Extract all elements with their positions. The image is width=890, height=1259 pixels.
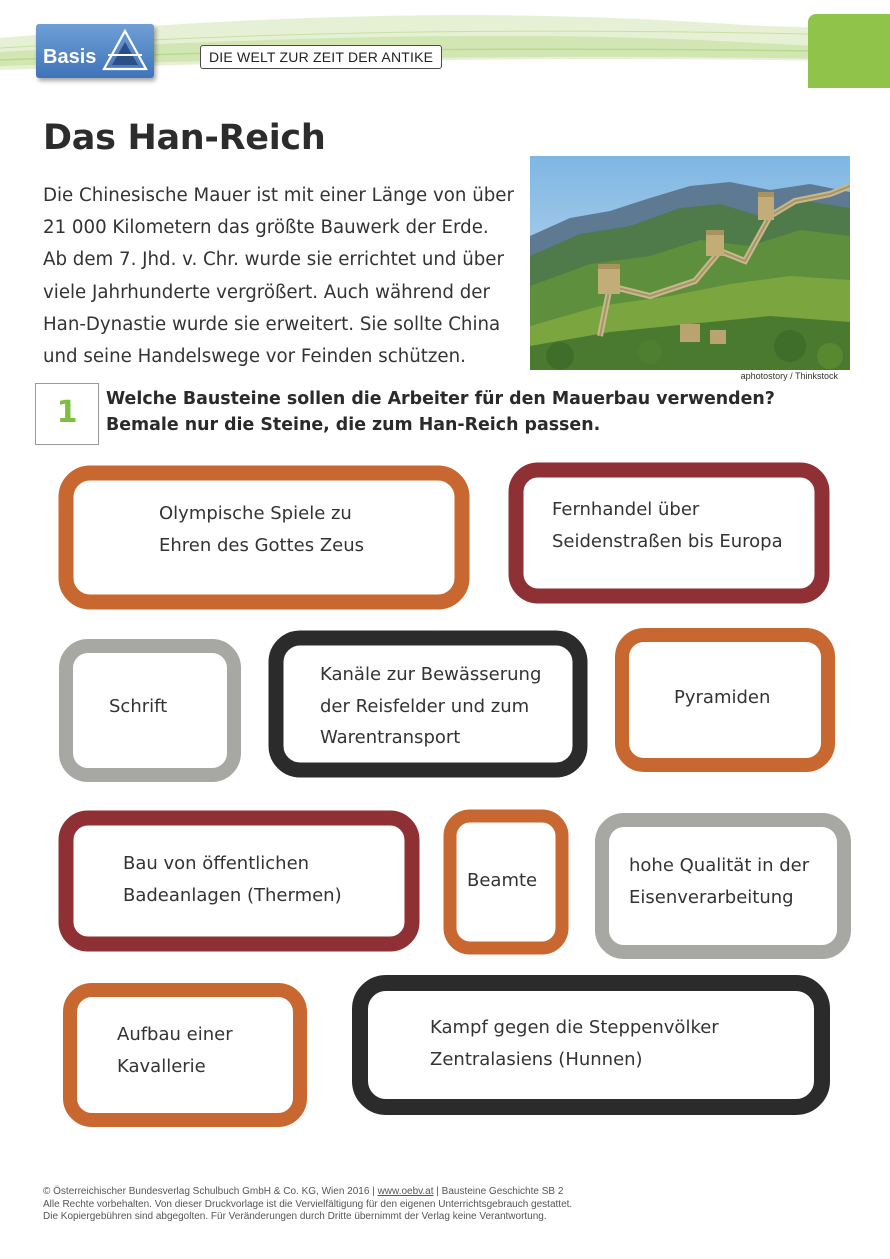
intro-line: und seine Handelswege vor Feinden schützen. [43, 346, 466, 368]
intro-line: 21 000 Kilometern das größte Bauwerk der Erde. [43, 217, 489, 239]
copyright-footer [43, 1186, 572, 1224]
brick-steppe-peoples[interactable] [352, 975, 830, 1115]
intro-line: Ab dem 7. Jhd. v. Chr. wurde sie errichtet und über [43, 249, 504, 271]
brick-label-line: Badeanlagen (Thermen) [123, 884, 342, 906]
brick-label-line: Ehren des Gottes Zeus [159, 534, 365, 556]
brick-iron-processing[interactable] [594, 812, 852, 960]
footer-book-title: | Bausteine Geschichte SB 2 [433, 1186, 564, 1197]
task-number-badge: 1 [35, 383, 99, 445]
brick-officials[interactable] [442, 808, 570, 956]
footer-line-2: Alle Rechte vorbehalten. Von dieser Druckvorlage ist die Vervielfältigung für den eigenen Unterrichtsgebrauch gestattet. [43, 1198, 573, 1210]
footer-publisher: © Österreichischer Bundesverlag Schulbuch GmbH & Co. KG, Wien 2016 | [43, 1186, 378, 1197]
triangle-logo-icon [102, 28, 148, 72]
brick-writing[interactable] [58, 638, 242, 783]
brick-label-line: Zentralasiens (Hunnen) [430, 1048, 643, 1070]
brick-public-baths[interactable] [58, 810, 420, 952]
task-line: Bemale nur die Steine, die zum Han-Reich passen. [106, 415, 601, 435]
publisher-website-link[interactable]: www.oebv.at [377, 1186, 434, 1197]
brick-label-line: Eisenverarbeitung [629, 886, 794, 908]
brick-label-line: Warentransport [320, 727, 461, 748]
brick-label-line: Bau von öffentlichen [123, 853, 310, 874]
task-instruction [106, 386, 775, 438]
brick-label-line: Aufbau einer [117, 1024, 233, 1045]
brick-long-distance-trade[interactable] [508, 462, 830, 604]
intro-line: viele Jahrhunderte vergrößert. Auch während der [43, 281, 490, 303]
page-title: Das Han-Reich [43, 118, 326, 158]
brick-label-line: Schrift [109, 696, 168, 717]
brick-label-line: Olympische Spiele zu [159, 503, 352, 524]
brick-label-line: Kavallerie [117, 1055, 206, 1077]
intro-line: Han-Dynastie wurde sie erweitert. Sie sollte China [43, 313, 501, 335]
series-title-badge: DIE WELT ZUR ZEIT DER ANTIKE [200, 45, 442, 69]
basis-logo [36, 24, 154, 78]
task-line: Welche Bausteine sollen die Arbeiter für den Mauerbau verwenden? [106, 389, 775, 409]
brick-olympic-games[interactable] [58, 465, 470, 610]
brick-label-line: Fernhandel über [552, 499, 700, 520]
brick-label-line: Pyramiden [674, 687, 771, 708]
footer-line-3: Die Kopiergebühren sind abgegolten. Für Veränderungen durch Dritte übernimmt der Verlag keine Verantwortung. [43, 1211, 547, 1222]
brick-label-line: Seidenstraßen bis Europa [552, 530, 783, 552]
basis-logo-text: Basis [43, 46, 97, 68]
brick-irrigation-canals[interactable] [268, 630, 588, 778]
intro-line: Die Chinesische Mauer ist mit einer Länge von über [43, 185, 514, 206]
brick-label-line: Kampf gegen die Steppenvölker [430, 1017, 719, 1038]
great-wall-photo [530, 156, 850, 370]
photo-credit: aphotostory / Thinkstock [740, 371, 838, 381]
corner-tab-decoration [808, 14, 890, 88]
brick-label-line: der Reisfelder und zum [320, 695, 530, 717]
brick-label-line: hohe Qualität in der [629, 855, 810, 876]
footer-line-1 [43, 1186, 572, 1199]
intro-paragraph [43, 180, 521, 373]
brick-label-line: Beamte [467, 870, 538, 891]
brick-label-line: Kanäle zur Bewässerung [320, 664, 542, 685]
brick-pyramids[interactable] [614, 627, 836, 773]
brick-cavalry[interactable] [62, 982, 308, 1128]
